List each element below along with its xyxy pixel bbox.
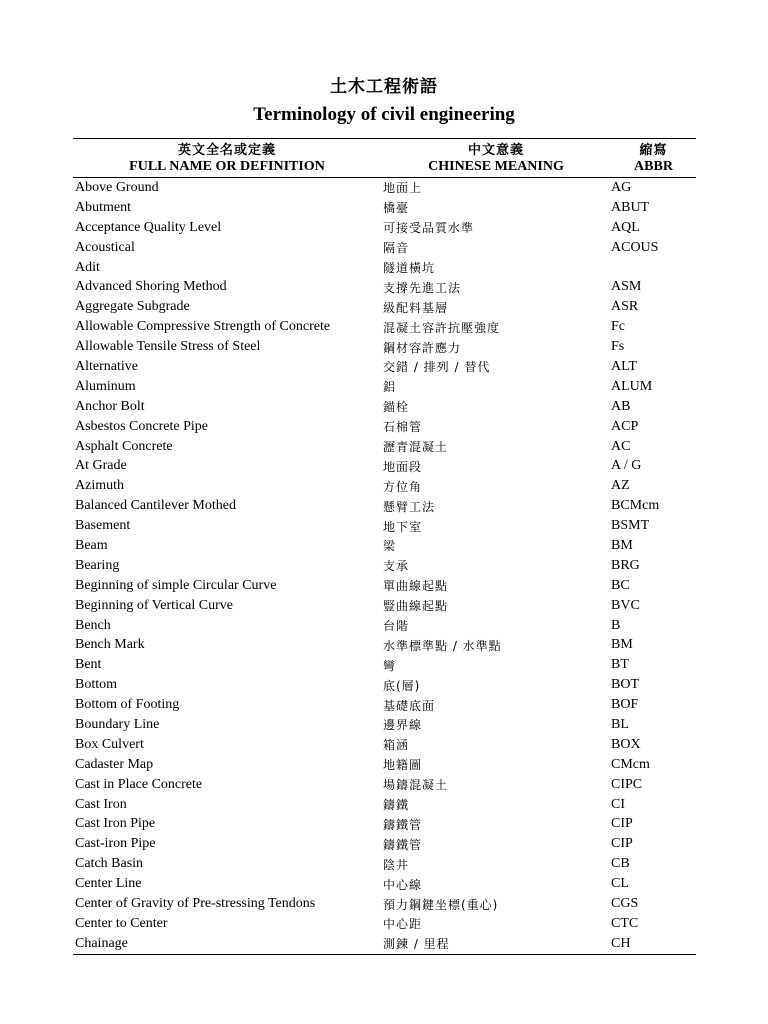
table-row [73,337,696,357]
header-full-name-cn: 英文全名或定義 [177,142,276,157]
term-chinese: 邊界線 [383,718,423,733]
term-abbr: BRG [611,557,640,573]
table-row [73,815,696,835]
header-full-name [73,139,381,177]
term-name: Cast in Place Concrete [75,776,203,792]
term-name: Anchor Bolt [75,398,145,414]
term-name: Bent [75,657,102,673]
term-abbr: AG [611,179,632,195]
term-chinese: 可接受品質水準 [383,221,475,236]
term-name: Advanced Shoring Method [75,279,227,295]
term-abbr: AC [611,438,631,454]
term-chinese: 錨栓 [383,400,410,415]
term-name: Bottom of Footing [75,697,180,713]
term-name: At Grade [75,458,127,474]
term-name: Balanced Cantilever Mothed [75,498,236,514]
term-name: Azimuth [75,478,124,494]
table-row [73,516,696,536]
term-name: Box Culvert [75,736,144,752]
term-abbr: BT [611,657,629,673]
table-row [73,397,696,417]
term-chinese: 基礎底面 [383,698,436,713]
table-row [73,874,696,894]
table-body [73,178,696,954]
header-chinese-meaning [381,139,611,177]
table-row [73,357,696,377]
term-name: Bottom [75,677,118,693]
terminology-table [73,138,696,955]
term-chinese: 地面上 [383,181,423,196]
term-chinese: 懸臂工法 [383,499,436,514]
term-chinese: 中心線 [383,877,423,892]
term-chinese: 地籍圖 [383,758,423,773]
term-name: Bench [75,617,111,633]
term-abbr: ASM [611,279,642,295]
term-abbr: BSMT [611,518,650,534]
term-abbr: ACP [611,418,639,434]
term-name: Center to Center [75,915,168,931]
term-name: Center of Gravity of Pre-stressing Tendons [75,896,316,911]
term-abbr: BM [611,537,633,553]
table-row [73,258,696,278]
term-name: Cadaster Map [75,756,154,772]
table-row [73,894,696,914]
term-name: Bearing [75,557,120,573]
table-row [73,596,696,616]
table-row [73,476,696,496]
table-row [73,317,696,337]
term-name: Acoustical [75,239,135,255]
term-name: Beginning of Vertical Curve [75,597,233,613]
term-abbr: BVC [611,597,640,613]
term-abbr: CTC [611,915,639,931]
term-chinese: 石棉管 [383,420,423,435]
term-chinese: 鑄鐵管 [383,817,423,832]
term-chinese: 方位角 [383,479,423,494]
term-abbr: BCMcm [611,498,660,514]
term-name: Cast Iron [75,796,127,812]
term-chinese: 彎 [383,658,397,673]
table-row [73,556,696,576]
term-name: Allowable Tensile Stress of Steel [75,339,261,355]
term-chinese: 瀝青混凝土 [383,440,449,455]
term-name: Alternative [75,358,138,374]
term-chinese: 中心距 [383,917,423,932]
term-abbr: CH [611,935,631,951]
term-chinese: 測鍊 / 里程 [383,937,450,952]
term-name: Center Line [75,876,142,892]
table-row [73,715,696,735]
header-abbr-cn: 縮寫 [639,142,668,157]
document-title-english: Terminology of civil engineering [253,104,515,125]
term-name: Above Ground [75,179,159,195]
term-abbr: BOX [611,736,641,752]
table-row [73,914,696,934]
table-row [73,616,696,636]
term-name: Catch Basin [75,856,144,872]
term-chinese: 地下室 [383,519,423,534]
term-abbr: CB [611,856,630,872]
term-chinese: 混凝土容許抗壓強度 [383,320,501,335]
header-full-name-en: FULL NAME OR DEFINITION [129,159,325,174]
term-chinese: 級配料基層 [383,300,449,315]
term-abbr: BL [611,716,629,732]
table-row [73,277,696,297]
term-abbr: ASR [611,299,639,315]
term-abbr: Fc [611,319,625,335]
term-chinese: 隔音 [383,241,410,256]
header-chinese-meaning-cn: 中文意義 [467,142,524,157]
term-abbr: ACOUS [611,239,659,255]
term-chinese: 鑄鐵 [383,798,410,813]
term-chinese: 地面段 [383,459,423,474]
table-row [73,635,696,655]
term-abbr: AZ [611,478,630,494]
term-abbr: CIP [611,816,633,832]
table-row [73,934,696,954]
term-chinese: 水準標準點 / 水準點 [383,638,502,653]
term-chinese: 底(層) [383,678,421,693]
table-row [73,775,696,795]
table-row [73,377,696,397]
term-name: Beginning of simple Circular Curve [75,577,277,593]
term-abbr: A / G [611,458,642,474]
term-abbr: CI [611,796,625,812]
term-abbr: Fs [611,339,625,355]
table-row [73,536,696,556]
term-name: Adit [75,259,100,275]
term-chinese: 支承 [383,559,410,574]
table-row [73,695,696,715]
table-row [73,297,696,317]
term-chinese: 鋁 [383,380,397,395]
term-abbr: B [611,617,621,633]
term-chinese: 場鑄混凝土 [383,778,449,793]
term-name: Aluminum [75,378,136,394]
term-name: Beam [75,537,108,553]
term-name: Cast-iron Pipe [75,836,156,852]
table-row [73,437,696,457]
term-abbr: CGS [611,896,639,911]
table-header [73,139,696,178]
table-row [73,198,696,218]
table-row [73,655,696,675]
term-abbr: CMcm [611,756,650,772]
term-name: Boundary Line [75,716,160,732]
table-row [73,834,696,854]
term-abbr: AQL [611,219,640,235]
table-row [73,178,696,198]
table-row [73,735,696,755]
term-chinese: 單曲線起點 [383,579,449,594]
term-name: Chainage [75,935,128,951]
table-row [73,675,696,695]
term-name: Asphalt Concrete [75,438,173,454]
term-name: Allowable Compressive Strength of Concrete [75,319,331,335]
term-name: Bench Mark [75,637,145,653]
header-abbr [611,139,696,177]
term-abbr: CL [611,876,629,892]
header-chinese-meaning-en: CHINESE MEANING [428,159,564,174]
term-abbr: AB [611,398,631,414]
term-abbr: BOF [611,697,639,713]
term-chinese: 箱涵 [383,738,410,753]
term-abbr: CIP [611,836,633,852]
term-name: Acceptance Quality Level [75,219,222,235]
term-name: Aggregate Subgrade [75,299,190,315]
term-chinese: 支撐先進工法 [383,280,462,295]
term-abbr: ALT [611,358,637,374]
document-title-chinese: 土木工程術語 [330,77,438,96]
header-abbr-en: ABBR [634,159,673,174]
term-abbr: ALUM [611,378,653,394]
table-row [73,456,696,476]
term-chinese: 預力鋼鍵坐標(重心) [383,897,499,912]
term-name: Basement [75,518,131,534]
table-row [73,218,696,238]
table-row [73,417,696,437]
table-row [73,576,696,596]
term-chinese: 台階 [383,619,410,634]
table-row [73,854,696,874]
term-abbr: ABUT [611,199,650,215]
term-chinese: 橋臺 [383,201,410,216]
term-chinese: 鑄鐵管 [383,837,423,852]
term-chinese: 鋼材容許應力 [383,340,462,355]
table-row [73,496,696,516]
term-name: Asbestos Concrete Pipe [75,418,208,434]
table-row [73,795,696,815]
table-row [73,755,696,775]
table-row [73,238,696,258]
term-name: Cast Iron Pipe [75,816,156,832]
term-chinese: 交錯 / 排列 / 替代 [383,360,491,375]
term-abbr: BM [611,637,633,653]
term-abbr: CIPC [611,776,643,792]
term-chinese: 梁 [383,539,397,554]
term-abbr: BOT [611,677,639,693]
term-name: Abutment [75,199,131,215]
term-chinese: 陰井 [383,857,410,872]
term-chinese: 豎曲線起點 [383,599,449,614]
term-abbr: BC [611,577,630,593]
term-chinese: 隧道橫坑 [383,261,436,275]
